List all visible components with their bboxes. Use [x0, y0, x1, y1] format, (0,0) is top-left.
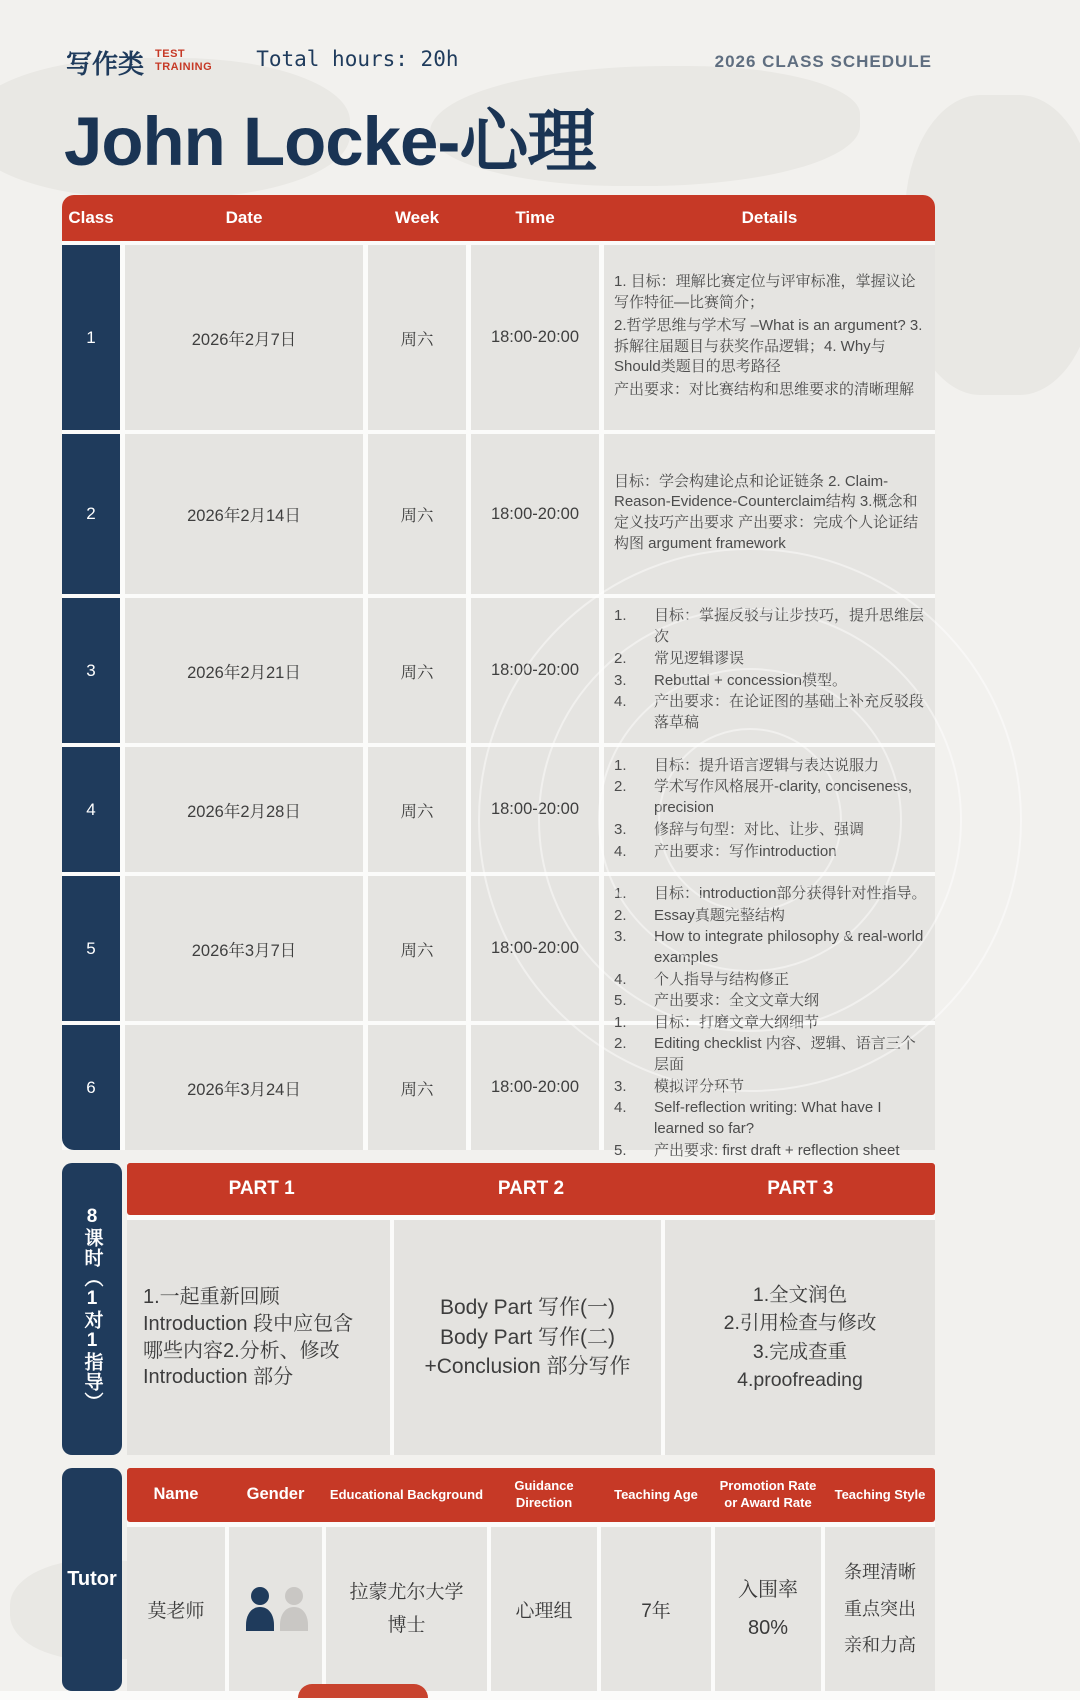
class-number-cell: 1 — [62, 245, 120, 430]
details-cell — [604, 434, 935, 594]
date-cell: 2026年2月28日 — [125, 747, 363, 872]
part2-content-box — [394, 1220, 661, 1455]
column-header-class: Class — [68, 208, 114, 227]
detail-item: 目标：introduction部分获得针对性指导。 — [654, 884, 927, 902]
column-header-teaching-age: Teaching Age — [614, 1486, 698, 1502]
class-number-cell: 6 — [62, 1025, 120, 1150]
table-row — [62, 598, 935, 743]
class-number-cell: 2 — [62, 434, 120, 594]
detail-item: 产出要求：写作introduction — [654, 842, 837, 860]
time-cell: 18:00-20:00 — [471, 747, 599, 872]
detail-item: 个人指导与结构修正 — [654, 970, 790, 988]
column-header-teaching-style: Teaching Style — [834, 1486, 926, 1502]
column-header-details: Details — [741, 208, 798, 227]
column-header-gender: Gender — [246, 1485, 305, 1504]
brand-line1: TEST — [155, 48, 186, 60]
detail-line: 产出要求：对比赛结构和思维要求的清晰理解 — [614, 380, 915, 398]
detail-item: 修辞与句型：对比、让步、强调 — [654, 820, 865, 838]
detail-item: 产出要求：全文文章大纲 — [654, 992, 820, 1010]
gender-icons — [238, 1584, 314, 1634]
education-line: 博士 — [387, 1615, 426, 1636]
table-row — [62, 245, 935, 430]
time-cell: 18:00-20:00 — [471, 876, 599, 1021]
detail-item: 产出要求: first draft + reflection sheet — [654, 1141, 900, 1159]
detail-item: 常见逻辑谬误 — [654, 649, 745, 667]
tutor-name-cell: 莫老师 — [127, 1527, 225, 1691]
bottom-accent-shape — [298, 1684, 428, 1698]
detail-item: Editing checklist 内容、逻辑、语言三个层面 — [654, 1035, 916, 1073]
page-title: John Locke-心理 — [64, 103, 596, 180]
week-cell: 周六 — [368, 434, 466, 594]
promotion-line: 入围率 — [738, 1579, 798, 1601]
week-cell: 周六 — [368, 245, 466, 430]
brand-logo — [155, 48, 212, 73]
week-cell: 周六 — [368, 1025, 466, 1150]
column-header-guidance: Guidance Direction — [514, 1478, 574, 1510]
time-cell: 18:00-20:00 — [471, 245, 599, 430]
tutor-side-label: Tutor — [67, 1568, 117, 1590]
part1-line: Introduction 段中应包含 — [143, 1312, 354, 1335]
part1-line: Introduction 部分 — [143, 1366, 294, 1389]
total-hours-label: Total hours: 20h — [256, 47, 459, 71]
tutor-teaching-age-cell: 7年 — [601, 1527, 711, 1691]
date-cell: 2026年3月7日 — [125, 876, 363, 1021]
part1-content-box — [127, 1220, 390, 1455]
parts-header-row — [127, 1163, 935, 1215]
part3-header: PART 3 — [767, 1178, 834, 1199]
tutor-header-row — [127, 1468, 935, 1522]
part3-line: 1.全文润色 — [752, 1283, 848, 1306]
table-row — [62, 434, 935, 594]
detail-item: How to integrate philosophy & real-world examples — [654, 928, 924, 966]
column-header-promotion-rate: Promotion Rate or Award Rate — [719, 1478, 817, 1510]
time-cell: 18:00-20:00 — [471, 598, 599, 743]
style-line: 重点突出 — [844, 1598, 916, 1619]
part3-content-box — [665, 1220, 935, 1455]
tutor-data-row — [127, 1527, 935, 1691]
date-cell: 2026年2月7日 — [125, 245, 363, 430]
education-line: 拉蒙尤尔大学 — [349, 1581, 464, 1603]
week-cell: 周六 — [368, 876, 466, 1021]
detail-item: 目标：提升语言逻辑与表达说服力 — [654, 756, 880, 774]
column-header-week: Week — [394, 208, 440, 227]
schedule-header-row — [62, 195, 935, 241]
detail-line: 2.哲学思维与学术写 –What is an argument? 3. 拆解往届题目与获奖作品逻辑；4. Why与Should类题目的思考路径 — [614, 316, 923, 376]
week-cell: 周六 — [368, 598, 466, 743]
part3-line: 2.引用检查与修改 — [723, 1312, 877, 1335]
tutor-side-tab — [62, 1468, 122, 1691]
details-cell — [604, 747, 935, 872]
part1-line: 1.一起重新回顾 — [143, 1286, 280, 1309]
tutor-promotion-cell — [715, 1527, 821, 1691]
detail-line: 1. 目标：理解比赛定位与评审标准，掌握议论写作特征—比赛简介； — [614, 273, 916, 312]
part3-line: 3.完成查重 — [752, 1340, 848, 1363]
schedule-table — [62, 195, 935, 1159]
category-label: 写作类 — [66, 49, 145, 79]
time-cell: 18:00-20:00 — [471, 1025, 599, 1150]
date-cell: 2026年2月21日 — [125, 598, 363, 743]
bottom-strip — [0, 1691, 1080, 1700]
date-cell: 2026年3月24日 — [125, 1025, 363, 1150]
top-bar — [66, 44, 458, 81]
table-row — [62, 1013, 935, 1159]
parts-section — [127, 1163, 935, 1455]
detail-item: Essay真题完整结构 — [654, 906, 785, 924]
parts-side-label: 8课时（1对1指导） — [81, 1206, 103, 1412]
part2-header: PART 2 — [497, 1178, 565, 1199]
tutor-guidance-cell: 心理组 — [491, 1527, 597, 1691]
tutor-gender-cell — [229, 1527, 322, 1691]
table-row — [62, 747, 935, 872]
schedule-year-label: 2026 CLASS SCHEDULE — [714, 52, 932, 71]
female-icon — [246, 1587, 274, 1631]
part1-header: PART 1 — [228, 1178, 295, 1199]
tutor-section — [127, 1468, 935, 1691]
details-cell — [604, 876, 935, 1021]
date-cell: 2026年2月14日 — [125, 434, 363, 594]
style-line: 条理清晰 — [844, 1561, 916, 1582]
brand-line2: TRAINING — [155, 60, 213, 73]
part1-line: 哪些内容2.分析、修改 — [143, 1339, 340, 1362]
part3-line: 4.proofreading — [737, 1368, 863, 1391]
time-cell: 18:00-20:00 — [471, 434, 599, 594]
detail-item: 产出要求：在论证图的基础上补充反驳段落草稿 — [654, 693, 925, 731]
column-header-education: Educational Background — [329, 1486, 484, 1502]
part2-line: Body Part 写作(二) — [439, 1325, 616, 1349]
part2-line: Body Part 写作(一) — [439, 1296, 616, 1320]
details-cell — [604, 245, 935, 430]
column-header-time: Time — [515, 208, 555, 227]
week-cell: 周六 — [368, 747, 466, 872]
detail-item: Self-reflection writing: What have I learned so far? — [654, 1099, 882, 1138]
detail-item: 目标：打磨文章大纲细节 — [654, 1013, 820, 1031]
male-icon — [280, 1587, 308, 1631]
table-row — [62, 876, 935, 1021]
part2-line: +Conclusion 部分写作 — [424, 1355, 631, 1379]
detail-line: 目标：学会构建论点和论证链条 2. Claim-Reason-Evidence-Counterclaim结构 3.概念和定义技巧产出要求 产出要求：完成个人论证结构图 argument framework — [614, 472, 919, 552]
detail-item: 学术写作风格展开-clarity, conciseness, precision — [654, 778, 913, 817]
detail-item: 模拟评分环节 — [654, 1077, 745, 1095]
detail-item: Rebuttal + concession模型。 — [654, 671, 848, 689]
details-cell — [604, 598, 935, 743]
class-number-cell: 3 — [62, 598, 120, 743]
tutor-style-cell — [825, 1527, 935, 1691]
detail-item: 目标：掌握反驳与让步技巧，提升思维层次 — [654, 607, 925, 646]
style-line: 亲和力高 — [844, 1635, 916, 1656]
tutor-education-cell — [326, 1527, 487, 1691]
promotion-line: 80% — [747, 1617, 789, 1639]
class-number-cell: 4 — [62, 747, 120, 872]
column-header-date: Date — [225, 208, 263, 227]
parts-side-tab — [62, 1163, 122, 1455]
column-header-name: Name — [153, 1485, 199, 1504]
class-number-cell: 5 — [62, 876, 120, 1021]
details-cell — [604, 1013, 935, 1159]
